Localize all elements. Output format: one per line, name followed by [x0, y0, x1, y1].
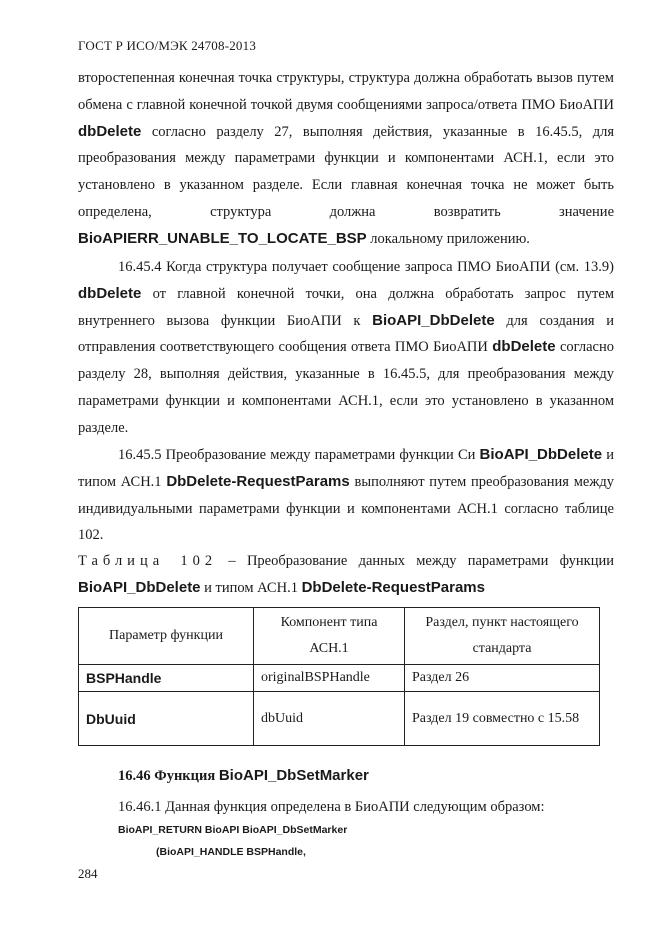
- table-caption: [78, 548, 614, 601]
- para1-bold-1: dbDelete: [78, 122, 142, 140]
- para3-bold-2: DbDelete-RequestParams: [166, 472, 350, 490]
- para2-text-3: для создания и отправления соответствующего сообщения ответа ПМО БиоАПИ: [78, 312, 614, 356]
- table-row: [79, 665, 600, 692]
- page-number: 284: [78, 866, 98, 881]
- para1-text-3: локальному приложению.: [366, 230, 530, 247]
- paragraph-2: [78, 254, 614, 442]
- paragraph-3: [78, 442, 614, 549]
- para3-text-1: 16.45.5 Преобразование между параметрами функции Си: [118, 447, 480, 463]
- table-header-cell: Параметр функции: [79, 608, 254, 665]
- table-header-cell: Раздел, пункт настоящего стандарта: [405, 608, 600, 665]
- para2-bold-3: dbDelete: [492, 338, 556, 356]
- table-cell: dbUuid: [254, 692, 405, 746]
- table-row: [79, 692, 600, 746]
- table-cell: BSPHandle: [79, 665, 254, 692]
- para1-text-2: согласно разделу 27, выполняя действия, указанные в 16.45.5, для преобразования между параметрами функции и компонентами АСН.1, если это установлено в указанном разделе. Если главная конечная точка не может быть определена, структура должна возвратить значение: [78, 123, 614, 220]
- table-cell: DbUuid: [79, 692, 254, 746]
- para3-text-2: и типом АСН.1: [78, 447, 614, 490]
- table-cell: originalBSPHandle: [254, 665, 405, 692]
- caption-bold-1: BioAPI_DbDelete: [78, 578, 201, 596]
- table-cell: Раздел 26: [405, 665, 600, 692]
- para1-text-1: второстепенная конечная точка структуры, структура должна обработать вызов путем обмена с главной конечной точкой двумя сообщениями запроса/ответа ПМО БиоАПИ: [78, 70, 614, 113]
- para2-text-2: от главной конечной точки, она должна обработать запрос путем внутреннего вызова функции БиоАПИ к: [78, 285, 614, 329]
- code-line-1: BioAPI_RETURN BioAPI BioAPI_DbSetMarker: [118, 824, 348, 836]
- para3-bold-1: BioAPI_DbDelete: [479, 446, 603, 463]
- para1-bold-2: BioAPIERR_UNABLE_TO_LOCATE_BSP: [78, 229, 367, 247]
- caption-bold-2: DbDelete-RequestParams: [301, 578, 485, 596]
- section-heading: [118, 767, 369, 785]
- paragraph-4: 16.46.1 Данная функция определена в БиоАПИ следующим образом:: [118, 799, 545, 815]
- para3-text-3: выполняют путем преобразования между индивидуальными параметрами функции и компонентами АСН.1 согласно таблице 102.: [78, 473, 614, 544]
- paragraph-1: [78, 65, 614, 253]
- para2-bold-2: BioAPI_DbDelete: [372, 311, 495, 329]
- table-header-cell: Компонент типа АСН.1: [254, 608, 405, 665]
- section-function-name: BioAPI_DbSetMarker: [218, 767, 369, 784]
- para2-text-4: согласно разделу 28, выполняя действия, указанные в 16.45.5, для преобразования между параметрами функции и компонентами АСН.1, если это установлено в указанном разделе.: [78, 339, 614, 436]
- caption-label: Таблица 102: [78, 553, 218, 569]
- running-header: ГОСТ Р ИСО/МЭК 24708-2013: [78, 38, 257, 53]
- section-number: 16.46 Функция: [118, 768, 219, 784]
- caption-text-1: – Преобразование данных между параметрами функции: [217, 553, 614, 569]
- table-102: [78, 607, 600, 746]
- para2-bold-1: dbDelete: [78, 284, 142, 302]
- table-header-row: [79, 608, 600, 665]
- caption-text-2: и типом АСН.1: [200, 579, 302, 596]
- table-cell: Раздел 19 совместно с 15.58: [405, 692, 600, 746]
- para2-text-1: 16.45.4 Когда структура получает сообщение запроса ПМО БиоАПИ (см. 13.9): [118, 259, 614, 275]
- code-line-2: (BioAPI_HANDLE BSPHandle,: [156, 846, 306, 858]
